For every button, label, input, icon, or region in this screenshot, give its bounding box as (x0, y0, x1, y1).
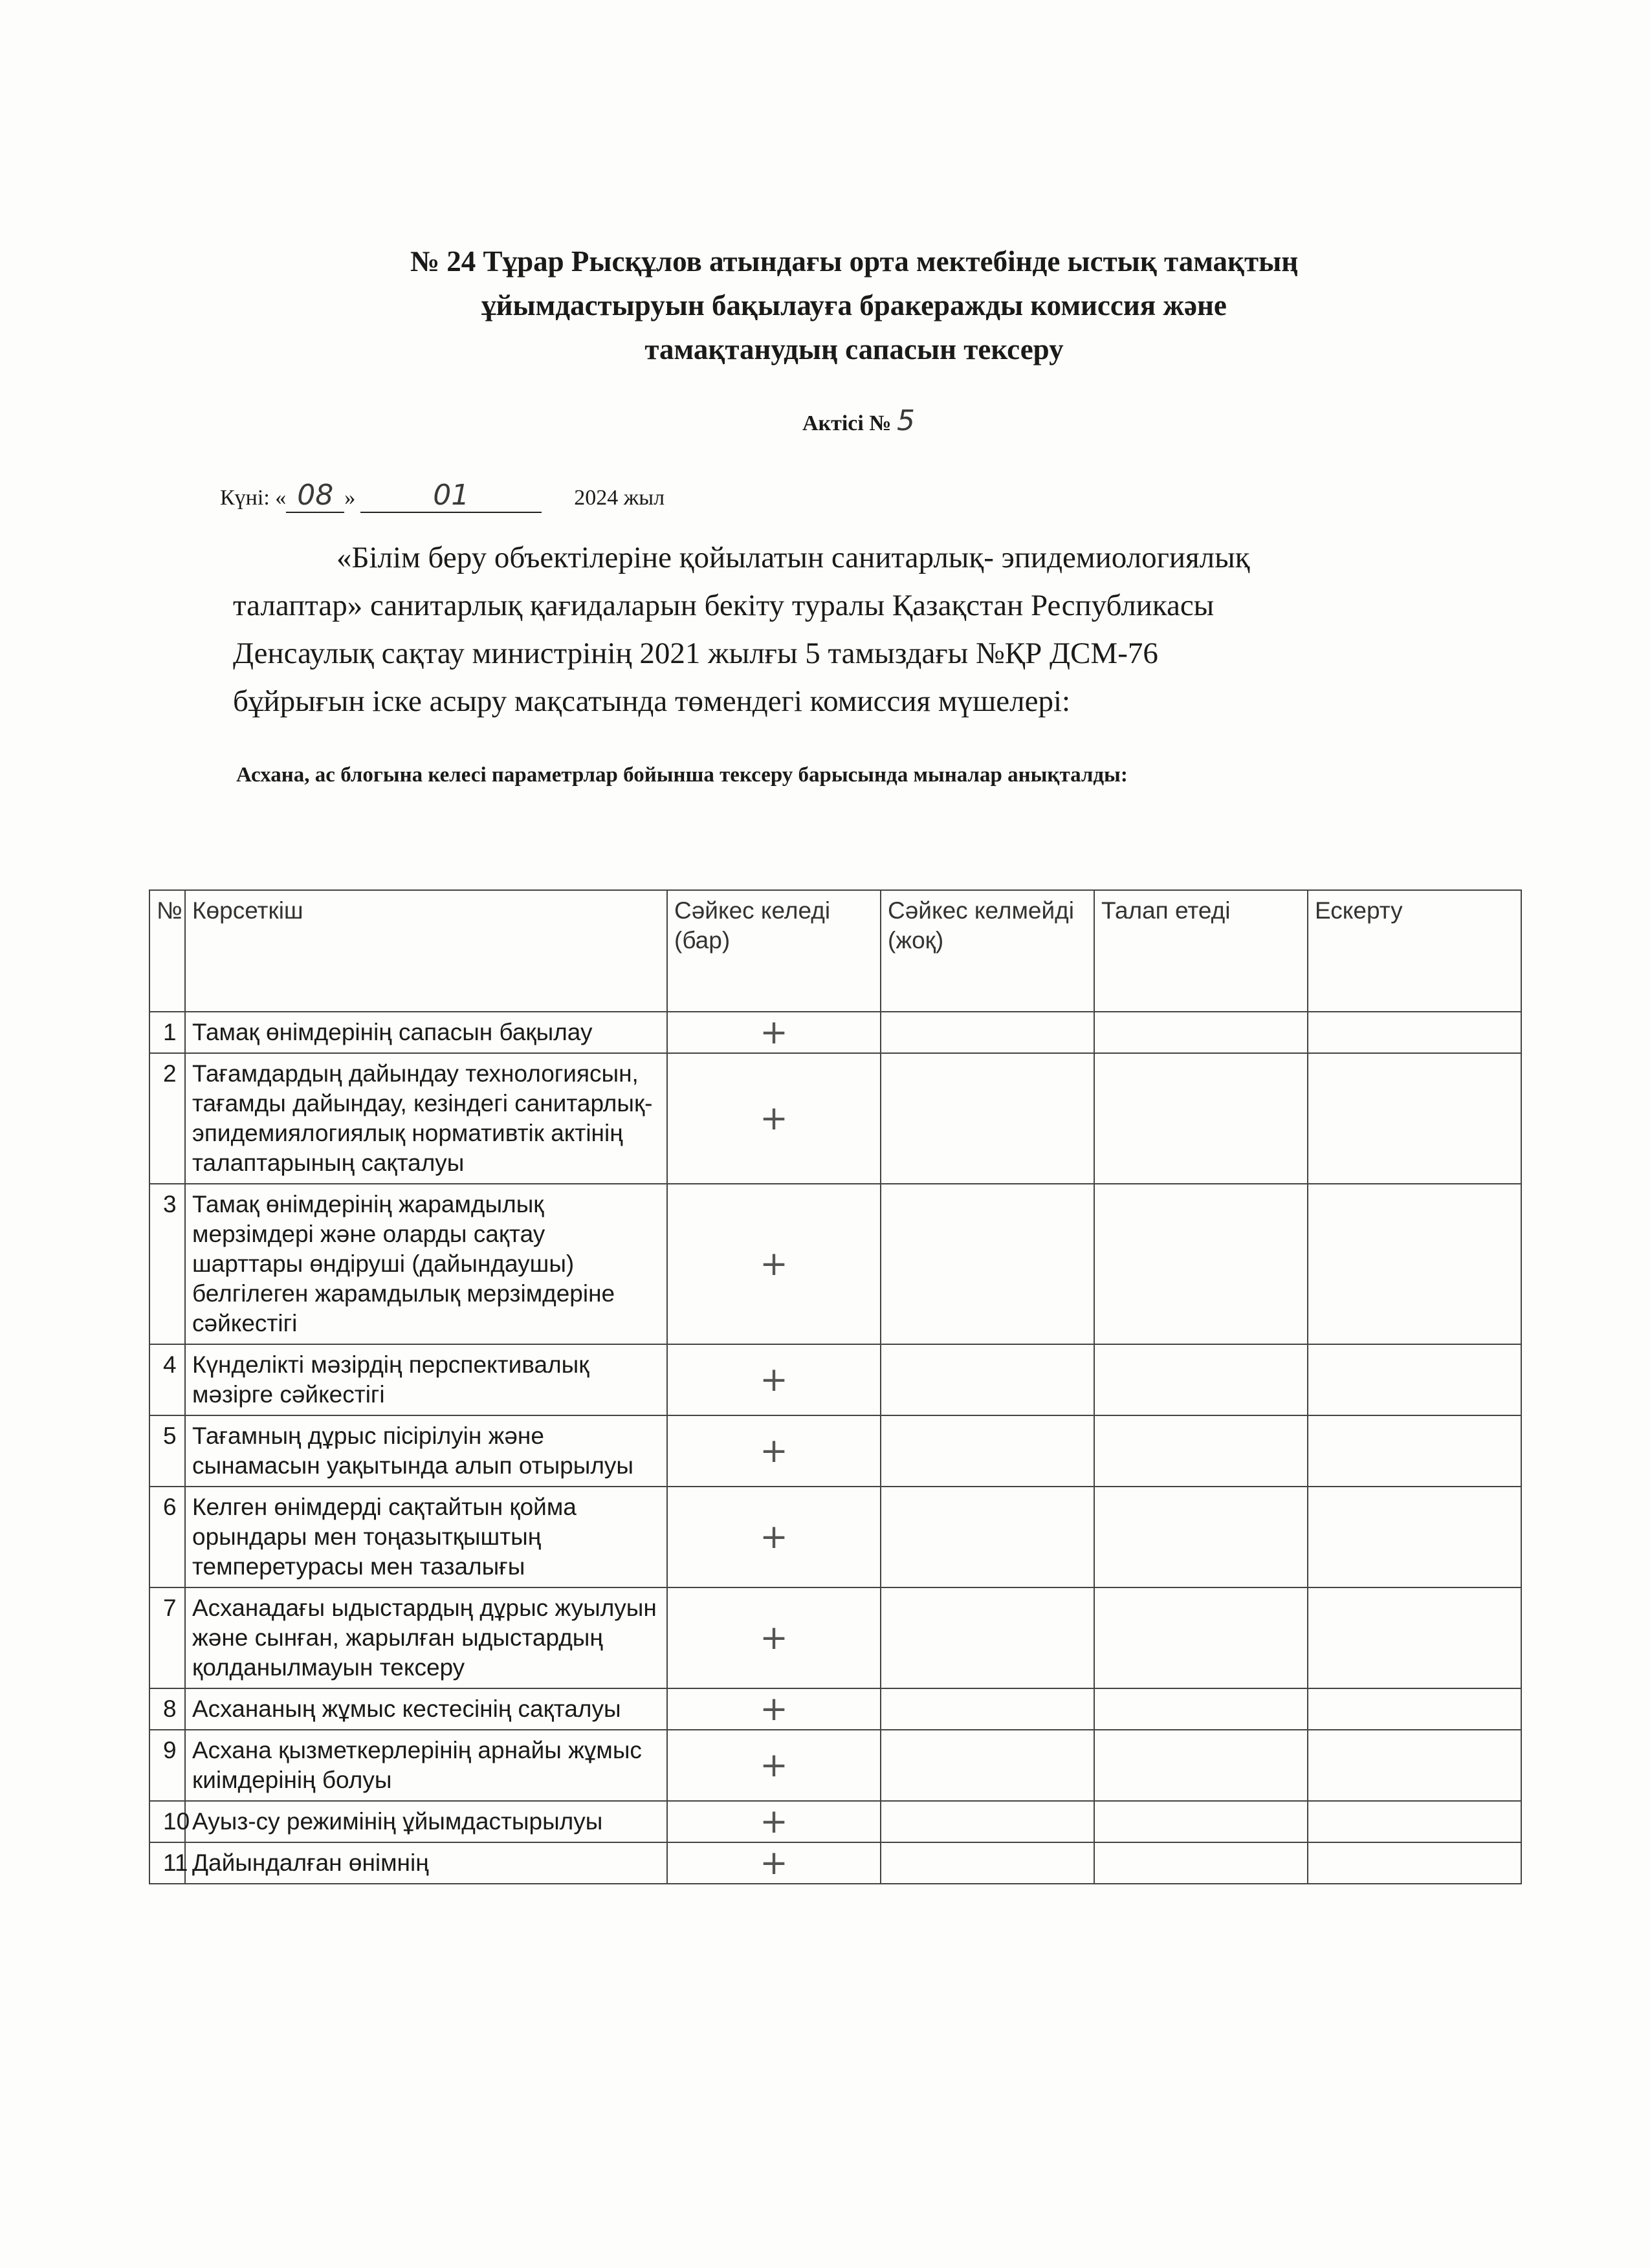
header-num: № (149, 890, 185, 1012)
row-comply-mark: + (667, 1415, 881, 1487)
table-row (149, 1801, 1521, 1842)
row-not-comply-cell (881, 1053, 1094, 1184)
paragraph-line-2: талаптар» санитарлық қағидаларын бекіту туралы Қазақстан Республикасы (233, 589, 1215, 622)
header-required: Талап етеді (1094, 890, 1308, 1012)
row-comply-mark: + (667, 1053, 881, 1184)
row-num: 7 (149, 1587, 185, 1688)
row-required-cell (1094, 1730, 1308, 1801)
table-header-row (149, 890, 1521, 1012)
row-required-cell (1094, 1842, 1308, 1884)
paragraph-line-3: Денсаулық сақтау министрінің 2021 жылғы 5 тамыздағы №ҚР ДСМ-76 (233, 637, 1158, 670)
row-required-cell (1094, 1184, 1308, 1344)
inspection-lead: Асхана, ас блогына келесі параметрлар бойынша тексеру барысында мыналар анықталды: (236, 763, 1128, 787)
row-note-cell (1308, 1053, 1521, 1184)
title-line-2: ұйымдастыруын бақылауға бракеражды комиссия және (481, 289, 1227, 322)
row-num: 2 (149, 1053, 185, 1184)
row-required-cell (1094, 1415, 1308, 1487)
row-num: 10 (149, 1801, 185, 1842)
table-row (149, 1012, 1521, 1053)
row-num: 9 (149, 1730, 185, 1801)
row-indicator: Асхананың жұмыс кестесінің сақталуы (185, 1688, 667, 1730)
header-indicator: Көрсеткіш (185, 890, 667, 1012)
row-num: 1 (149, 1012, 185, 1053)
row-num: 4 (149, 1344, 185, 1415)
row-not-comply-cell (881, 1587, 1094, 1688)
act-number-line (802, 404, 915, 437)
document-title (214, 239, 1495, 371)
row-note-cell (1308, 1184, 1521, 1344)
row-not-comply-cell (881, 1487, 1094, 1587)
row-num: 3 (149, 1184, 185, 1344)
row-not-comply-cell (881, 1842, 1094, 1884)
row-indicator: Ауыз-су режимінің ұйымдастырылуы (185, 1801, 667, 1842)
paragraph-line-4: бұйрығын іске асыру мақсатында төмендегі комиссия мүшелері: (233, 684, 1071, 718)
row-num: 6 (149, 1487, 185, 1587)
row-comply-mark: + (667, 1842, 881, 1884)
table-row (149, 1688, 1521, 1730)
row-required-cell (1094, 1688, 1308, 1730)
header-comply: Сәйкес келеді (бар) (667, 890, 881, 1012)
row-comply-mark: + (667, 1801, 881, 1842)
row-indicator: Асхана қызметкерлерінің арнайы жұмыс киімдерінің болуы (185, 1730, 667, 1801)
row-required-cell (1094, 1801, 1308, 1842)
date-year: 2024 жыл (574, 486, 665, 510)
row-not-comply-cell (881, 1012, 1094, 1053)
date-line (220, 479, 665, 513)
table-row (149, 1730, 1521, 1801)
row-note-cell (1308, 1012, 1521, 1053)
row-indicator: Асханадағы ыдыстардың дұрыс жуылуын және сынған, жарылған ыдыстардың қолданылмауын тексеру (185, 1587, 667, 1688)
row-indicator: Келген өнімдерді сақтайтын қойма орындары мен тоңазытқыштың темперетурасы мен тазалығы (185, 1487, 667, 1587)
row-comply-mark: + (667, 1730, 881, 1801)
row-num: 11 (149, 1842, 185, 1884)
table-row (149, 1053, 1521, 1184)
act-number: 5 (897, 404, 915, 437)
date-separator: » (344, 486, 356, 510)
date-month: 01 (360, 479, 542, 513)
header-not-comply: Сәйкес келмейді (жоқ) (881, 890, 1094, 1012)
row-comply-mark: + (667, 1344, 881, 1415)
inspection-table (149, 889, 1522, 1884)
row-not-comply-cell (881, 1730, 1094, 1801)
row-comply-mark: + (667, 1012, 881, 1053)
row-not-comply-cell (881, 1344, 1094, 1415)
row-indicator: Дайындалған өнімнің (185, 1842, 667, 1884)
row-note-cell (1308, 1730, 1521, 1801)
row-indicator: Тамақ өнімдерінің сапасын бақылау (185, 1012, 667, 1053)
date-label: Күні: « (220, 486, 287, 510)
paragraph-line-1: «Білім беру объектілеріне қойылатын санитарлық- эпидемиологиялық (336, 541, 1250, 574)
table-row (149, 1842, 1521, 1884)
row-note-cell (1308, 1415, 1521, 1487)
row-note-cell (1308, 1688, 1521, 1730)
row-required-cell (1094, 1012, 1308, 1053)
row-indicator: Тағамның дұрыс пісірілуін және сынамасын уақытында алып отырылуы (185, 1415, 667, 1487)
row-note-cell (1308, 1842, 1521, 1884)
row-note-cell (1308, 1587, 1521, 1688)
table-row (149, 1344, 1521, 1415)
row-note-cell (1308, 1801, 1521, 1842)
row-comply-mark: + (667, 1184, 881, 1344)
header-note: Ескерту (1308, 890, 1521, 1012)
table-row (149, 1184, 1521, 1344)
row-required-cell (1094, 1344, 1308, 1415)
row-required-cell (1094, 1053, 1308, 1184)
title-line-1: № 24 Тұрар Рысқұлов атындағы орта мектебінде ыстық тамақтың (410, 245, 1299, 278)
date-day: 08 (286, 479, 344, 513)
row-indicator: Тамақ өнімдерінің жарамдылық мерзімдері және оларды сақтау шарттары өндіруші (дайындаушы) белгілеген жарамдылық мерзімдеріне сәйкестігі (185, 1184, 667, 1344)
row-comply-mark: + (667, 1688, 881, 1730)
table-row (149, 1415, 1521, 1487)
row-not-comply-cell (881, 1415, 1094, 1487)
title-line-3: тамақтанудың сапасын тексеру (644, 333, 1064, 365)
row-num: 8 (149, 1688, 185, 1730)
intro-paragraph (233, 534, 1501, 725)
row-not-comply-cell (881, 1184, 1094, 1344)
row-required-cell (1094, 1587, 1308, 1688)
row-required-cell (1094, 1487, 1308, 1587)
row-not-comply-cell (881, 1688, 1094, 1730)
row-comply-mark: + (667, 1587, 881, 1688)
table-row (149, 1587, 1521, 1688)
table-row (149, 1487, 1521, 1587)
row-indicator: Күнделікті мәзірдің перспективалық мәзірге сәйкестігі (185, 1344, 667, 1415)
row-comply-mark: + (667, 1487, 881, 1587)
act-label: Актісі № (802, 411, 892, 435)
row-num: 5 (149, 1415, 185, 1487)
row-note-cell (1308, 1487, 1521, 1587)
row-indicator: Тағамдардың дайындау технологиясын, тағамды дайындау, кезіндегі санитарлық-эпидемиялогиялық нормативтік актінің талаптарының сақталуы (185, 1053, 667, 1184)
row-not-comply-cell (881, 1801, 1094, 1842)
row-note-cell (1308, 1344, 1521, 1415)
